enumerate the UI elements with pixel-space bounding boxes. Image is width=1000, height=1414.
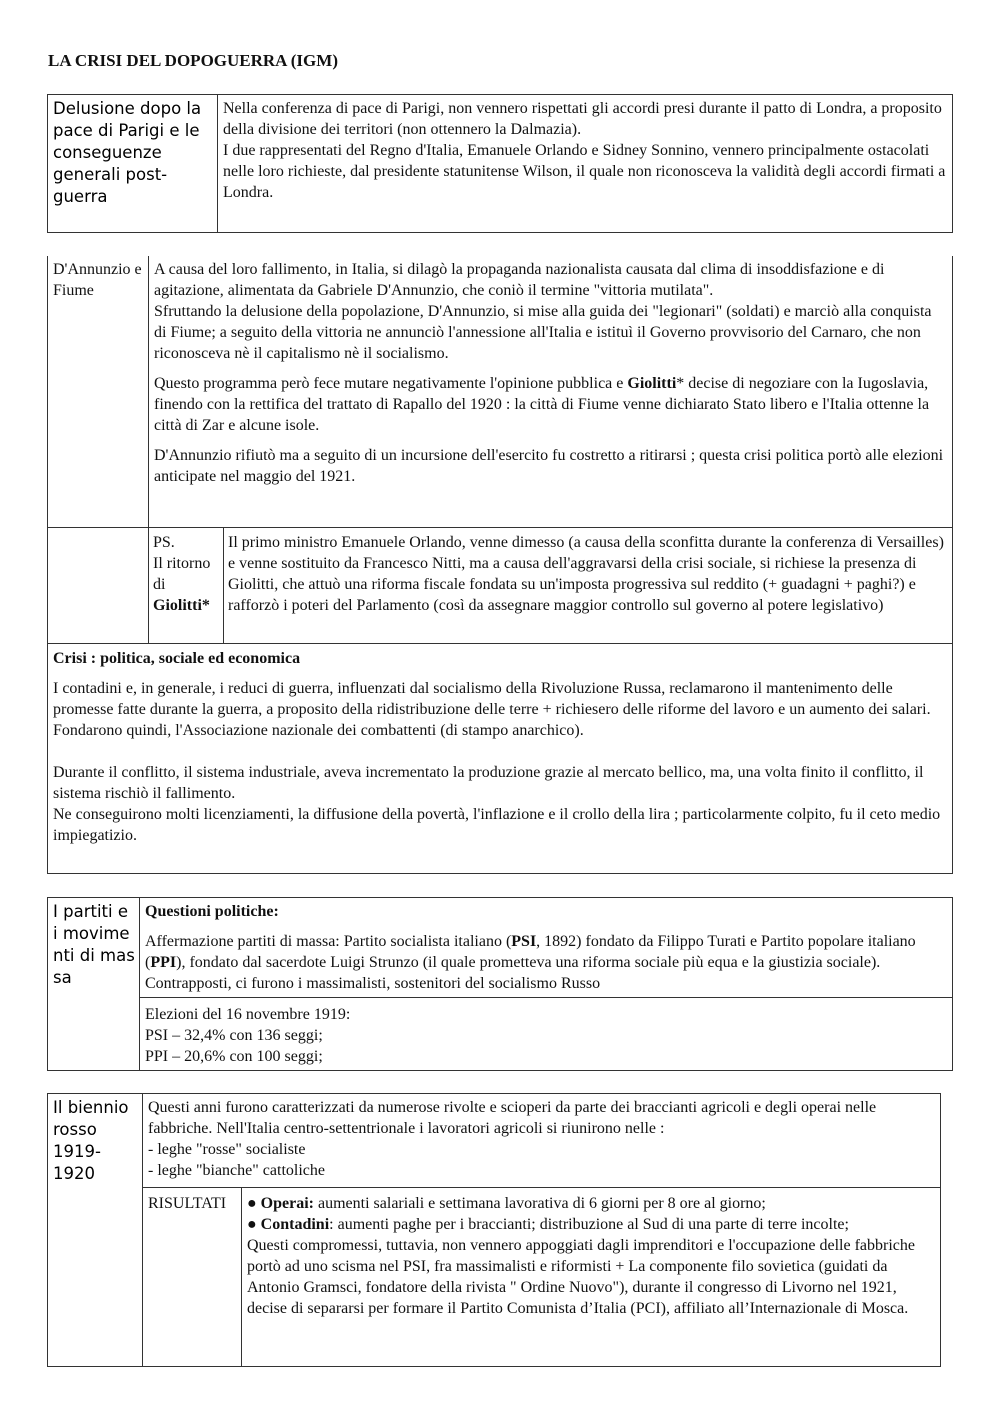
paragraph: Fondarono quindi, l'Associazione nazionale dei combattenti (di stampo anarchico).	[53, 721, 584, 739]
ps-text: Il primo ministro Emanuele Orlando, venne dimesso (a causa della sconfitta durante la conferenza di Versailles) e venne sostituito da Francesco Nitti, ma a causa dell'aggravarsi della crisi sociale, si richiese la presenza di Giolitti, che attuò una riforma fiscale fondata su un'imposta progressiva sul reddito (+ guadagni + paghi?) e rafforzò i poteri del Parlamento (così da assegnare maggior controllo sul governo al potere legislativo)	[224, 528, 953, 643]
section-label: D'Annunzio e Fiume	[48, 256, 149, 527]
list-item: ● Contadini: aumenti paghe per i braccianti; distribuzione al Sud di una parte di terre incolte;	[247, 1216, 849, 1233]
section-content	[140, 898, 953, 998]
section-content	[143, 1094, 941, 1188]
elections-psi: PSI – 32,4% con 136 seggi;	[145, 1027, 323, 1044]
section-label: Il biennio rosso 1919-1920	[48, 1094, 143, 1367]
section-heading: Questioni politiche:	[145, 903, 279, 920]
elections-ppi: PPI – 20,6% con 100 seggi;	[145, 1048, 323, 1065]
section-delusione	[47, 94, 953, 233]
section-label: I partiti e i movimenti di massa	[48, 898, 140, 1071]
section-content	[149, 256, 953, 527]
elections-cell	[140, 998, 953, 1071]
paragraph: Questi anni furono caratterizzati da numerose rivolte e scioperi da parte dei braccianti agricoli e degli operai nelle fabbriche. Nell'Italia centro-settentrionale i lavoratori agricoli si riunirono nelle :	[148, 1099, 877, 1137]
paragraph: Ne conseguirono molti licenziamenti, la diffusione della povertà, l'inflazione e il crollo della lira ; particolarmente colpito, fu il ceto medio impiegatizio.	[53, 805, 941, 844]
blank-cell	[48, 527, 149, 643]
section-dannunzio	[47, 256, 953, 874]
list-item: - leghe "rosse" socialiste	[148, 1141, 306, 1158]
risultati-label: RISULTATI	[143, 1188, 242, 1367]
section-label: Delusione dopo la pace di Parigi e le conseguenze generali post-guerra	[48, 95, 218, 233]
paragraph: Nella conferenza di pace di Parigi, non vennero rispettati gli accordi presi durante il patto di Londra, a proposito della divisione dei territori (non ottennero la Dalmazia).	[223, 100, 942, 138]
list-item: ● Operai: aumenti salariali e settimana lavorativa di 6 giorni per 8 ore al giorno;	[247, 1195, 766, 1212]
list-item: - leghe "bianche" cattoliche	[148, 1162, 325, 1179]
ps-label: PS. Il ritorno di Giolitti*	[149, 528, 224, 643]
page-title: LA CRISI DEL DOPOGUERRA (IGM)	[48, 51, 338, 70]
paragraph: Questi compromessi, tuttavia, non vennero appoggiati dagli imprenditori e l'occupazione delle fabbriche portò ad uno scisma nel PSI, fra massimalisti e riformisti + La componente filo sovietica (guidati da Antonio Gramsci, fondatore della rivista " Ordine Nuovo"), durante il congresso di Livorno nel 1921, decise di separarsi per formare il Partito Comunista d’Italia (PCI), affiliato all’Internazionale di Mosca.	[247, 1237, 916, 1317]
paragraph: D'Annunzio rifiutò ma a seguito di un incursione dell'esercito fu costretto a ritirarsi ; questa crisi politica portò alle elezioni anticipate nel maggio del 1921.	[154, 447, 944, 485]
section-content	[218, 95, 953, 233]
paragraph: I contadini e, in generale, i reduci di guerra, influenzati dal socialismo della Rivoluzione Russa, reclamarono il mantenimento delle promesse fatte durante la guerra, a proposito della ridistribuzione delle terre + richiesero delle riforme del lavoro e un aumento dei salari.	[53, 679, 931, 718]
risultati-content	[242, 1188, 941, 1367]
paragraph: Questo programma però fece mutare negativamente l'opinione pubblica e Giolitti* decise di negoziare con la Iugoslavia, finendo con la rettifica del trattato di Rapallo del 1920 : la città di Fiume venne dichiarato Stato libero e l'Italia ottenne la città di Zar e alcune isole.	[154, 375, 930, 434]
paragraph: I due rappresentati del Regno d'Italia, Emanuele Orlando e Sidney Sonnino, vennero principalmente ostacolati nelle loro richieste, dal presidente statunitense Wilson, il quale non riconosceva la validità degli accordi firmati a Londra.	[223, 142, 946, 201]
paragraph: A causa del loro fallimento, in Italia, si dilagò la propaganda nazionalista causata dal clima di insoddisfazione e di agitazione, alimentata da Gabriele D'Annunzio, che coniò il termine "vittoria mutilata".	[154, 261, 885, 299]
elections-title: Elezioni del 16 novembre 1919:	[145, 1006, 351, 1023]
crisi-cell	[48, 643, 953, 874]
paragraph: Durante il conflitto, il sistema industriale, aveva incrementato la produzione grazie al mercato bellico, ma, una volta finito il conflitto, il sistema rischiò il fallimento.	[53, 763, 924, 802]
crisi-heading: Crisi : politica, sociale ed economica	[53, 649, 301, 667]
ps-table	[149, 528, 952, 643]
section-partiti	[47, 897, 953, 1071]
section-biennio-rosso	[47, 1093, 941, 1367]
paragraph: Affermazione partiti di massa: Partito socialista italiano (PSI, 1892) fondato da Filippo Turati e Partito popolare italiano (PPI), fondato dal sacerdote Luigi Strunzo (il quale prometteva una riforma sociale più equa e la giustizia sociale). Contrapposti, ci furono i massimalisti, sostenitori del socialismo Russo	[145, 933, 916, 992]
ps-cell	[149, 527, 953, 643]
paragraph: Sfruttando la delusione della popolazione, D'Annunzio, si mise alla guida dei "legionari" (soldati) e marciò alla conquista di Fiume; a seguito della vittoria ne annunciò l'annessione all'Italia e istituì il Governo provvisorio del Carnaro, che non riconosceva nè il capitalismo nè il socialismo.	[154, 303, 932, 362]
